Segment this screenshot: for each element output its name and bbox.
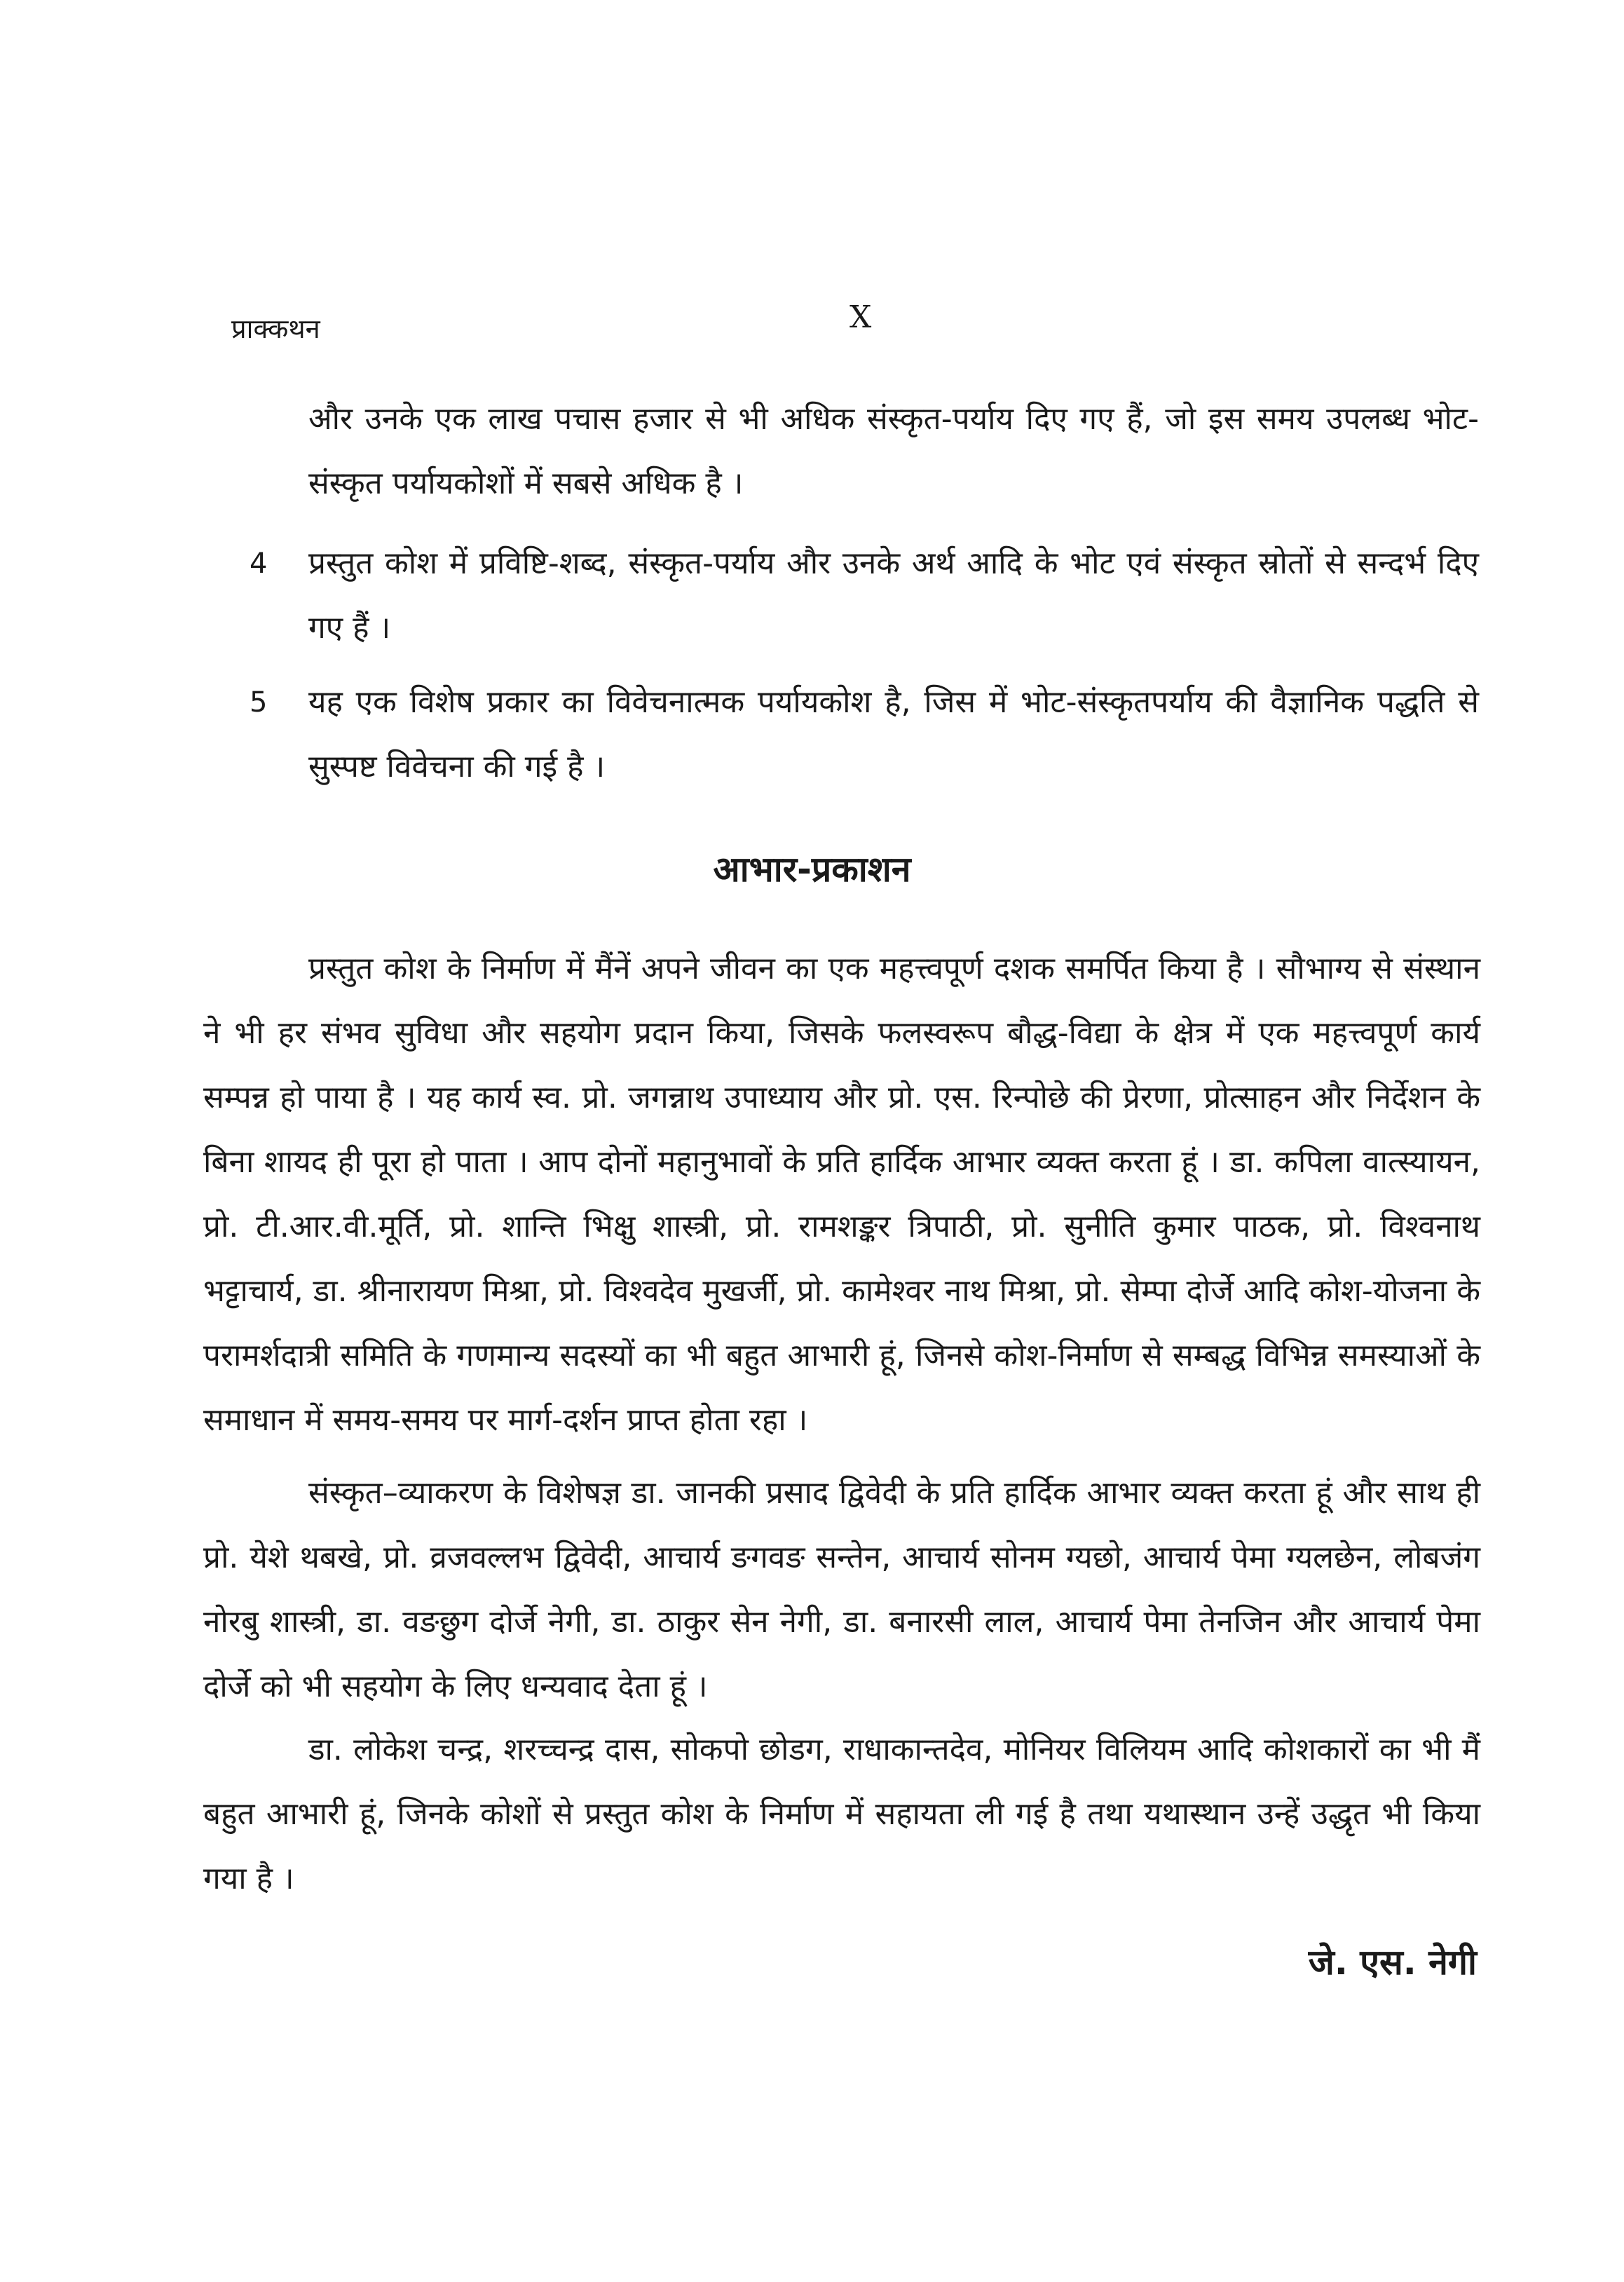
author-signature: जे. एस. नेगी [1308, 1942, 1477, 1983]
list-item-number: 5 [250, 686, 268, 719]
list-item-number: 4 [250, 548, 268, 580]
list-item-text: यह एक विशेष प्रकार का विवेचनात्मक पर्यायकोश है, जिस में भोट-संस्कृतपर्याय की वैज्ञानिक पद्धति से सुस्पष्ट विवेचना की गई है । [308, 684, 1479, 785]
acknowledgement-paragraph: प्रस्तुत कोश के निर्माण में मैंनें अपने जीवन का एक महत्त्वपूर्ण दशक समर्पित किया है । सौभाग्य से संस्थान ने भी हर संभव सुविधा और सहयोग प्रदान किया, जिसके फलस्वरूप बौद्ध-विद्या के क्षेत्र में एक महत्त्वपूर्ण कार्य सम्पन्न हो पाया है । यह कार्य स्व. प्रो. जगन्नाथ उपाध्याय और प्रो. एस. रिन्पोछे की प्रेरणा, प्रोत्साहन और निर्देशन के बिना शायद ही पूरा हो पाता । आप दोनों महानुभावों के प्रति हार्दिक आभार व्यक्त करता हूं । डा. कपिला वात्स्यायन, प्रो. टी.आर.वी.मूर्ति, प्रो. शान्ति भिक्षु शास्त्री, प्रो. रामशङ्कर त्रिपाठी, प्रो. सुनीति कुमार पाठक, प्रो. विश्वनाथ भट्टाचार्य, डा. श्रीनारायण मिश्रा, प्रो. विश्वदेव मुखर्जी, प्रो. कामेश्वर नाथ मिश्रा, प्रो. सेम्पा दोर्जे आदि कोश-योजना के परामर्शदात्री समिति के गणमान्य सदस्यों का भी बहुत आभारी हूं, जिनसे कोश-निर्माण से सम्बद्ध विभिन्न समस्याओं के समाधान में समय-समय पर मार्ग-दर्शन प्राप्त होता रहा । [203, 951, 1480, 1438]
running-head: प्राक्कथन [231, 313, 320, 344]
list-item-text: प्रस्तुत कोश में प्रविष्टि-शब्द, संस्कृत-पर्याय और उनके अर्थ आदि के भोट एवं संस्कृत स्रोतों से सन्दर्भ दिए गए हैं । [308, 545, 1479, 646]
continuation-paragraph: और उनके एक लाख पचास हजार से भी अधिक संस्कृत-पर्याय दिए गए हैं, जो इस समय उपलब्ध भोट-संस्कृत पर्यायकोशों में सबसे अधिक है । [308, 401, 1479, 501]
section-heading: आभार-प्रकाशन [713, 849, 911, 890]
acknowledgement-paragraph: संस्कृत–व्याकरण के विशेषज्ञ डा. जानकी प्रसाद द्विवेदी के प्रति हार्दिक आभार व्यक्त करता हूं और साथ ही प्रो. येशे थबखे, प्रो. व्रजवल्लभ द्विवेदी, आचार्य ङगवङ सन्तेन, आचार्य सोनम ग्यछो, आचार्य पेमा ग्यलछेन, लोबजंग नोरबु शास्त्री, डा. वङछुग दोर्जे नेगी, डा. ठाकुर सेन नेगी, डा. बनारसी लाल, आचार्य पेमा तेनजिन और आचार्य पेमा दोर्जे को भी सहयोग के लिए धन्यवाद देता हूं । [203, 1475, 1480, 1704]
page-number: X [849, 299, 872, 335]
acknowledgement-paragraph: डा. लोकेश चन्द्र, शरच्चन्द्र दास, सोकपो छोडग, राधाकान्तदेव, मोनियर विलियम आदि कोशकारों का भी मैं बहुत आभारी हूं, जिनके कोशों से प्रस्तुत कोश के निर्माण में सहायता ली गई है तथा यथास्थान उन्हें उद्धृत भी किया गया है । [203, 1732, 1480, 1896]
